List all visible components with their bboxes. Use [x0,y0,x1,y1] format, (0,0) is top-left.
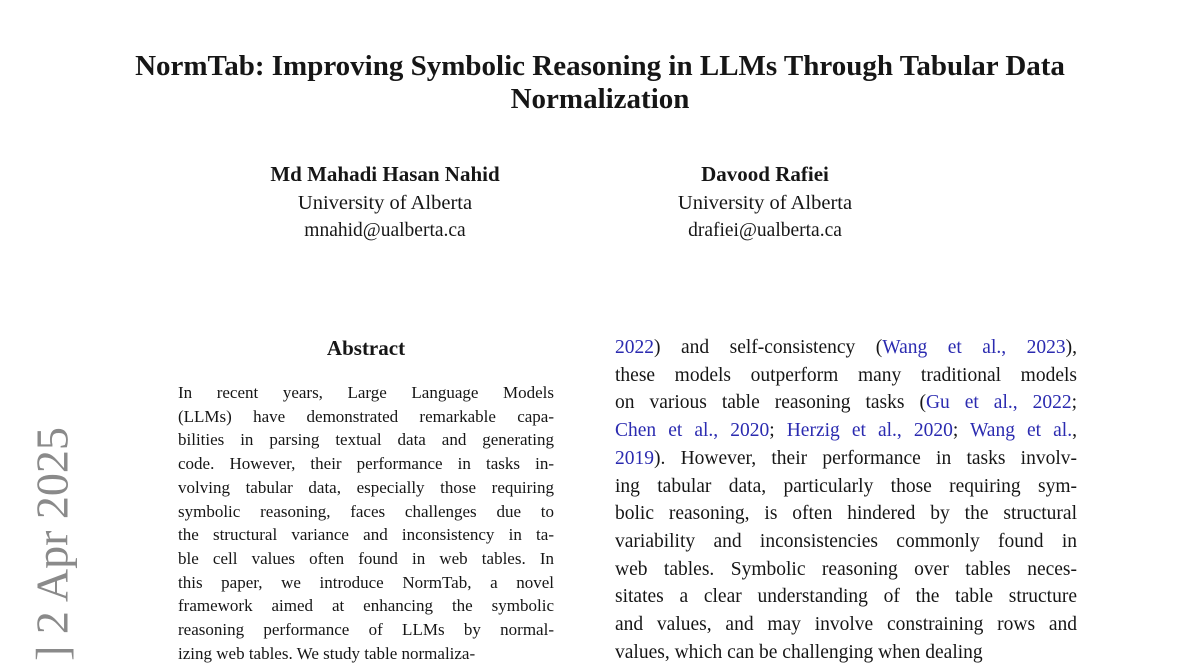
paper-title [0,50,1200,116]
citation-link[interactable]: Wang et al., 2023 [882,337,1066,358]
text-run: framework aimed at enhancing the symbolic [178,596,554,616]
text-run: , [1072,420,1077,442]
abstract-body-left-column [178,381,554,665]
body-text-line [615,639,1077,666]
body-text-line [615,389,1077,417]
author-2-affiliation: University of Alberta [677,191,853,214]
body-text-line [615,500,1077,528]
text-run: bolic reasoning, is often hindered by the structural [615,503,1077,525]
author-block-2 [678,160,852,246]
abstract-line [178,547,554,571]
abstract-line [178,381,554,405]
abstract-line [178,428,554,452]
citation-link[interactable]: Gu et al., 2022 [925,392,1072,414]
paper-title-line-2: Normalization [510,83,690,115]
text-run: ). However, their performance in tasks involv- [654,447,1077,469]
citation-link[interactable]: 2022 [615,337,654,358]
text-run: web tables. Symbolic reasoning over tables neces- [615,558,1077,580]
body-text-line [615,417,1077,445]
text-run: reasoning performance of LLMs by normal- [178,620,554,640]
text-run: sitates a clear understanding of the table structure [615,586,1077,608]
body-text-line [615,556,1077,584]
text-run: variability and inconsistencies commonly found in [615,530,1077,552]
body-text-line [615,611,1077,639]
author-2-email: drafiei@ualberta.ca [688,220,842,241]
body-text-line [615,334,1077,362]
text-run: ing tabular data, particularly those requiring sym- [615,475,1077,497]
text-run: volving tabular data, especially those requiring [178,477,554,497]
text-run: ; [1071,392,1078,414]
abstract-heading: Abstract [326,336,406,360]
text-run: and values, and may involve constraining rows and [615,614,1077,636]
text-run: izing web tables. We study table normaliza- [178,643,476,663]
introduction-right-column [615,334,1077,666]
text-run: on various table reasoning tasks ( [615,392,926,414]
text-run: code. However, their performance in tasks in- [178,454,554,474]
text-run: symbolic reasoning, faces challenges due to [178,501,554,521]
text-run: the structural variance and inconsistency in ta- [178,525,554,545]
abstract-line [178,618,554,642]
citation-link[interactable]: Wang et al. [969,420,1073,442]
abstract-line [178,500,554,524]
paper-title-line-1: NormTab: Improving Symbolic Reasoning in LLMs Through Tabular Data [135,50,1065,82]
author-1-name: Md Mahadi Hasan Nahid [270,162,500,186]
text-run: this paper, we introduce NormTab, a novel [178,572,554,592]
text-run: bilities in parsing textual data and generating [178,430,554,450]
text-run: In recent years, Large Language Models [178,383,554,402]
abstract-line [178,452,554,476]
arxiv-date-watermark: ] 2 Apr 2025 [26,427,78,661]
citation-link[interactable]: Chen et al., 2020 [615,420,770,442]
body-text-line [615,473,1077,501]
author-1-email: mnahid@ualberta.ca [304,220,466,241]
text-run: values, which can be challenging when dealing [615,641,983,663]
text-run: these models outperform many traditional models [615,364,1077,386]
abstract-line [178,571,554,595]
author-block-1 [270,160,499,246]
text-run: ble cell values often found in web tables. In [178,548,554,568]
text-run: ) and self-consistency ( [654,337,883,358]
author-2-name: Davood Rafiei [701,162,829,186]
body-text-line [615,583,1077,611]
abstract-line [178,642,554,666]
abstract-line [178,476,554,500]
citation-link[interactable]: Herzig et al., 2020 [786,420,953,442]
citation-link[interactable]: 2019 [615,447,654,469]
author-1-affiliation: University of Alberta [297,191,473,214]
body-text-line [615,362,1077,390]
abstract-line [178,523,554,547]
text-run: ; [769,420,787,442]
text-run: (LLMs) have demonstrated remarkable capa- [178,406,554,426]
text-run: ), [1065,337,1077,358]
abstract-line [178,594,554,618]
abstract-line [178,405,554,429]
body-text-line [615,445,1077,473]
body-text-line [615,528,1077,556]
text-run: ; [952,420,970,442]
